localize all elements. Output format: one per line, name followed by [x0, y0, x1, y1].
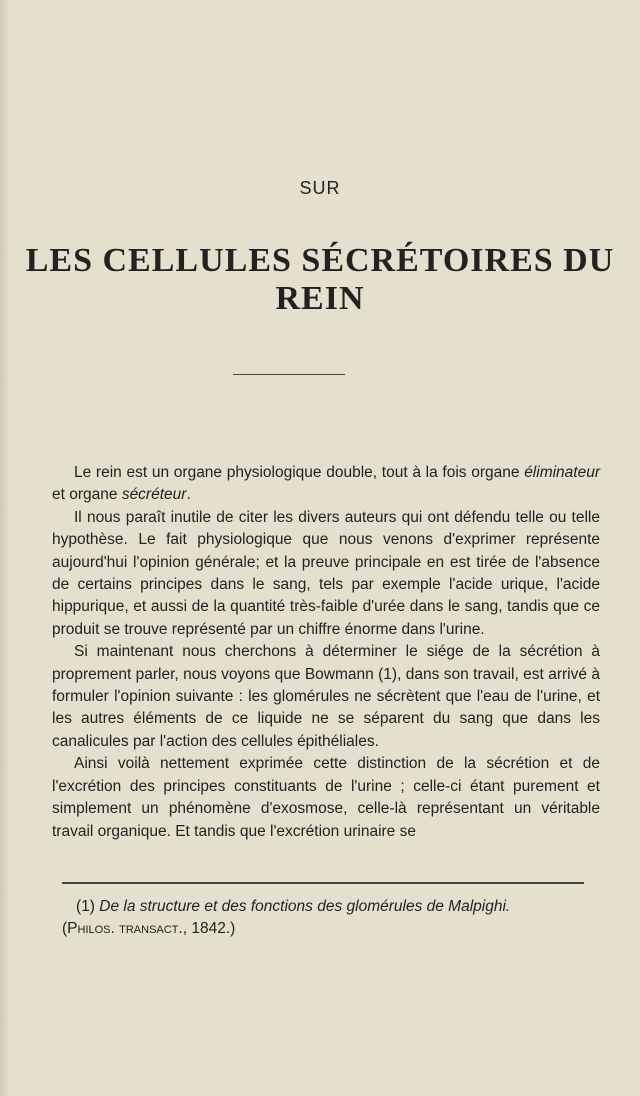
footnote [62, 896, 592, 940]
paragraph-3: Si maintenant nous cherchons à déterminer le siége de la sécrétion à proprement parler, nous voyons que Bowmann (1), dans son travail, est arrivé à formuler l'opinion suivante : les glomérules ne sécrètent que l'eau de l'urine, et les autres éléments de ce liquide ne se séparent du sang que dans les canalicules par l'action des cellules épithéliales. [52, 643, 600, 750]
p1-start: Le rein est un organe physiologique double, tout à la fois organe [74, 464, 525, 481]
paragraph-1 [52, 462, 600, 507]
footnote-marker: (1) [76, 898, 100, 915]
title-divider [233, 374, 345, 375]
footnote-title: De la structure et des fonctions des glomérules de Malpighi. [99, 898, 511, 915]
page-title: LES CELLULES SÉCRÉTOIRES DU REIN [25, 242, 615, 317]
p1-mid: et organe [52, 486, 122, 504]
body-text [52, 462, 600, 843]
footnote-source: Philos. transact. [67, 920, 183, 937]
footnote-source-close: , 1842.) [182, 920, 236, 937]
paragraph-4: Ainsi voilà nettement exprimée cette distinction de la sécrétion et de l'excrétion des principes constituants de l'urine ; celle-ci étant purement et simplement un phénomène d'exosmose, celle-là représentant un véritable travail organique. Et tandis que l'excrétion urinaire se [52, 755, 600, 840]
p1-emphasis-1: éliminateur [524, 464, 600, 481]
footnote-divider [62, 882, 584, 884]
paragraph-2: Il nous paraît inutile de citer les divers auteurs qui ont défendu telle ou telle hypothèse. Le fait physiologique que nous venons d'exprimer représente aujourd'hui l'opinion générale; et la preuve principale en est tirée de l'absence de certains principes dans le sang, tels par exemple l'acide urique, l'acide hippurique, et aussi de la quantité très-faible d'urée dans le sang, tandis que ce produit se trouve représenté par un chiffre énorme dans l'urine. [52, 508, 600, 638]
p1-emphasis-2: sécréteur [121, 486, 187, 504]
page-edge-shadow [0, 0, 10, 1096]
pre-title: SUR [299, 178, 341, 198]
footnote-source-open: ( [62, 920, 68, 937]
p1-end: . [186, 486, 191, 504]
